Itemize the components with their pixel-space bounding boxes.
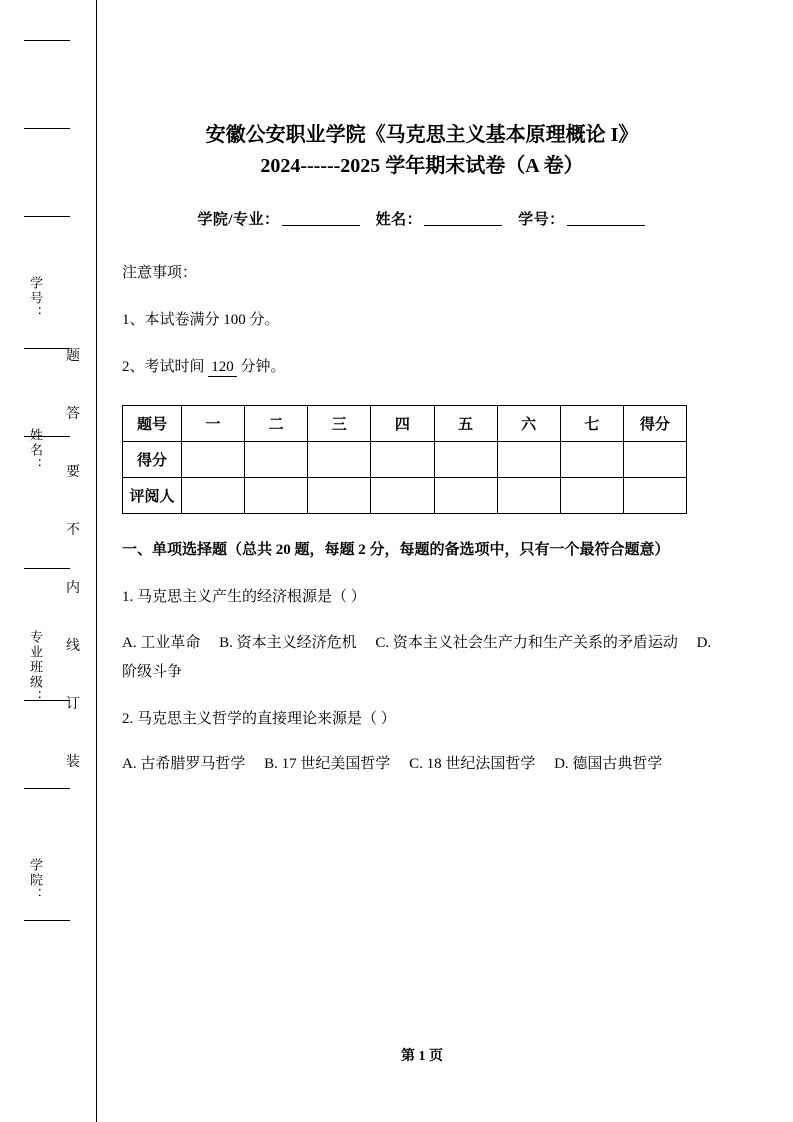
question-2-stem: 2. 马克思主义哲学的直接理论来源是（ ） xyxy=(122,711,396,727)
score-table-cell[interactable] xyxy=(182,442,245,478)
seal-char: 要 xyxy=(66,465,80,480)
score-table-cell[interactable] xyxy=(371,442,434,478)
label-college-major: 学院/专业： xyxy=(197,212,280,228)
notice-item-2-prefix: 2、考试时间 xyxy=(122,359,205,375)
seal-dash xyxy=(24,920,70,921)
notice-item-2-suffix: 分钟。 xyxy=(240,359,286,375)
question-2-options: A. 古希腊罗马哲学 B. 17 世纪美国哲学 C. 18 世纪法国哲学 D. 德国古典哲学 xyxy=(122,756,663,773)
score-table-cell[interactable] xyxy=(245,442,308,478)
table-row xyxy=(123,442,687,478)
notice-item-1: 1、本试卷满分 100 分。 xyxy=(122,312,280,328)
input-college-major[interactable] xyxy=(282,225,360,226)
score-table-cell: 题号 xyxy=(123,406,182,442)
seal-dash xyxy=(24,216,70,217)
seal-char: 不 xyxy=(66,523,80,538)
student-info-line xyxy=(122,208,722,229)
sidebar-field-name: 姓名： xyxy=(28,428,43,473)
seal-dash xyxy=(24,348,70,349)
seal-character-column xyxy=(62,350,84,814)
seal-char: 装 xyxy=(66,755,80,770)
seal-char: 答 xyxy=(66,407,80,422)
score-table-cell[interactable] xyxy=(497,442,560,478)
score-table-cell[interactable] xyxy=(560,442,623,478)
score-table-cell[interactable] xyxy=(560,478,623,514)
score-table-cell: 一 xyxy=(182,406,245,442)
label-student-id: 学号： xyxy=(518,212,565,228)
score-table-cell: 二 xyxy=(245,406,308,442)
score-table-cell: 得分 xyxy=(123,442,182,478)
score-table-cell: 六 xyxy=(497,406,560,442)
score-table-cell[interactable] xyxy=(245,478,308,514)
sidebar-field-college: 学院： xyxy=(28,858,43,903)
score-table-cell: 三 xyxy=(308,406,371,442)
score-table-cell: 七 xyxy=(560,406,623,442)
score-table-cell[interactable] xyxy=(434,478,497,514)
seal-char: 订 xyxy=(66,697,80,712)
score-table-cell: 评阅人 xyxy=(123,478,182,514)
seal-dash xyxy=(24,128,70,129)
exam-duration-value: 120 xyxy=(208,359,237,377)
section-title-multiple-choice: 一、单项选择题（总共 20 题，每题 2 分，每题的备选项中，只有一个最符合题意） xyxy=(122,542,670,558)
score-table-cell[interactable] xyxy=(434,442,497,478)
page-number: 第 1 页 xyxy=(401,1049,443,1064)
sidebar-field-class: 专业班级： xyxy=(28,630,43,705)
notice-item-2 xyxy=(122,355,722,377)
score-table-cell[interactable] xyxy=(623,478,686,514)
score-table-cell[interactable] xyxy=(308,442,371,478)
title-line-1: 安徽公安职业学院《马克思主义基本原理概论 I》 xyxy=(205,124,639,146)
strip-divider-line xyxy=(96,0,97,1122)
page-title xyxy=(122,0,722,182)
notice-heading: 注意事项： xyxy=(122,265,198,281)
table-row xyxy=(123,406,687,442)
score-table-cell[interactable] xyxy=(371,478,434,514)
seal-char: 线 xyxy=(66,639,80,654)
sidebar-field-student-id: 学号： xyxy=(28,276,43,321)
score-table-cell[interactable] xyxy=(182,478,245,514)
score-table xyxy=(122,405,687,514)
score-table-cell[interactable] xyxy=(497,478,560,514)
title-line-2: 2024------2025 学年期末试卷（A 卷） xyxy=(260,155,584,177)
seal-char: 内 xyxy=(66,581,80,596)
score-table-cell: 五 xyxy=(434,406,497,442)
input-student-id[interactable] xyxy=(567,225,645,226)
score-table-cell: 得分 xyxy=(623,406,686,442)
score-table-cell: 四 xyxy=(371,406,434,442)
input-name[interactable] xyxy=(424,225,502,226)
score-table-cell[interactable] xyxy=(623,442,686,478)
question-1-options: A. 工业革命 B. 资本主义经济危机 C. 资本主义社会生产力和生产关系的矛盾运动 D. 阶级斗争 xyxy=(122,634,712,680)
exam-paper-body xyxy=(122,0,722,1122)
score-table-cell[interactable] xyxy=(308,478,371,514)
binding-strip xyxy=(0,0,97,1122)
label-name: 姓名： xyxy=(375,212,423,228)
table-row xyxy=(123,478,687,514)
seal-char: 题 xyxy=(66,349,80,364)
seal-dash xyxy=(24,40,70,41)
question-1-stem: 1. 马克思主义产生的经济根源是（ ） xyxy=(122,589,366,606)
